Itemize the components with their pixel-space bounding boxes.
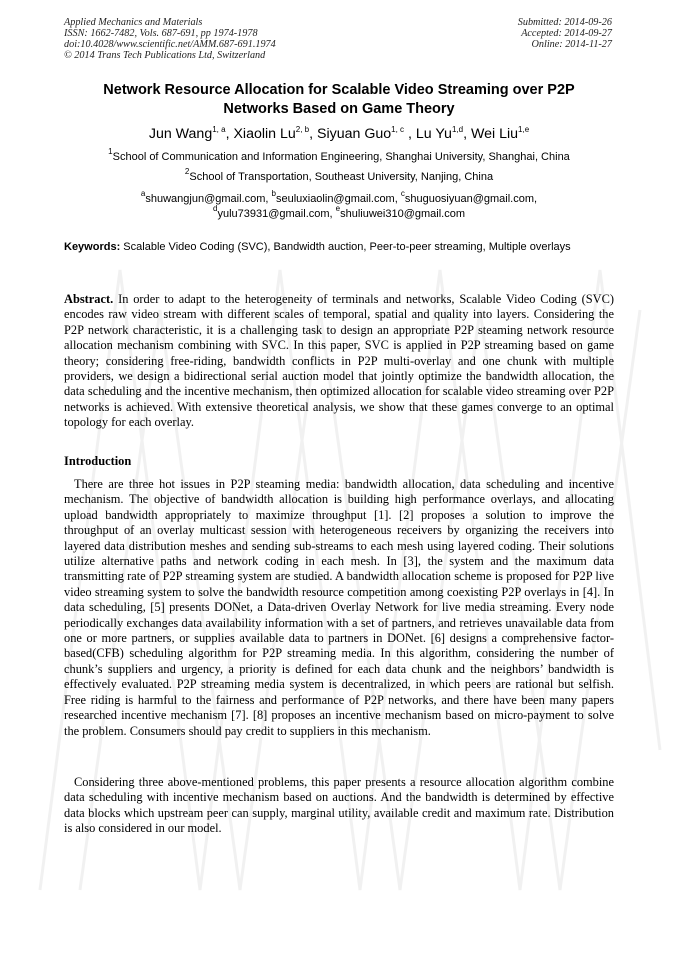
date-accepted: Accepted: 2014-09-27 — [521, 28, 612, 39]
email-address[interactable]: yulu73931@gmail.com, — [217, 208, 336, 220]
author-name: Lu Yu — [415, 126, 452, 142]
keywords-text: Scalable Video Coding (SVC), Bandwidth auction, Peer-to-peer streaming, Multiple overlays — [120, 241, 571, 253]
abstract-block — [64, 292, 614, 431]
email-address[interactable]: seuluxiaolin@gmail.com, — [275, 193, 401, 205]
author-separator: , — [404, 126, 416, 142]
email-address[interactable]: shuwangjun@gmail.com, — [145, 193, 272, 205]
email-mark: e — [335, 204, 341, 213]
journal-info — [64, 17, 276, 61]
journal-name: Applied Mechanics and Materials — [64, 17, 203, 28]
author-affil-mark: 1,d — [451, 125, 464, 134]
affiliation-2 — [40, 167, 638, 184]
keywords-block — [64, 240, 614, 255]
author-affil-mark: 1, c — [391, 125, 405, 134]
email-mark: c — [400, 189, 405, 198]
email-address[interactable]: shuguosiyuan@gmail.com, — [404, 193, 538, 205]
title-line-1: Network Resource Allocation for Scalable Video Streaming over P2P — [103, 82, 575, 98]
author-separator: , — [225, 126, 234, 142]
author-emails — [40, 189, 638, 222]
journal-doi: doi:10.4028/www.scientific.net/AMM.687-691.1974 — [64, 39, 276, 50]
author-list — [40, 125, 638, 143]
journal-issn: ISSN: 1662-7482, Vols. 687-691, pp 1974-1978 — [64, 28, 258, 39]
author-affil-mark: 1,e — [518, 125, 530, 134]
section-heading-introduction: Introduction — [64, 454, 132, 468]
keywords-label: Keywords: — [64, 241, 121, 253]
email-mark: a — [140, 189, 146, 198]
email-mark: b — [271, 189, 276, 198]
author-name: Xiaolin Lu — [233, 126, 296, 142]
date-submitted: Submitted: 2014-09-26 — [517, 17, 612, 28]
affiliation-text: School of Transportation, Southeast University, Nanjing, China — [189, 171, 494, 183]
email-mark: d — [213, 204, 218, 213]
author-separator: , — [309, 126, 318, 142]
affiliation-1 — [40, 147, 638, 164]
author-affil-mark: 2, b — [295, 125, 310, 134]
affiliation-mark: 2 — [184, 167, 190, 176]
abstract-label: Abstract. — [64, 292, 114, 306]
introduction-paragraph-1: There are three hot issues in P2P steaming media: bandwidth allocation, data scheduling and incentive mechanism. The objective of bandwidth allocation is building high performance overlays, and allocating upload bandwidth appropriately to maximize throughput [1]. [2] proposes a solution to improve the throughput of an overlay multicast session with heterogeneous receivers by organizing the receivers into layered data distribution meshes and sending sub-streams to each mesh using layered coding. Their solutions utilize alternative paths and network coding in each mesh. In [3], the system and the maximum data transmitting rate of P2P streaming system are studied. A bandwidth allocation scheme is proposed for P2P live video streaming system to solve the bandwidth resource competition among coexisting P2P overlays in [4]. In data scheduling, [5] presents DONet, a Data-driven Overlay Network for live media streaming. Every node periodically exchanges data availability information with a set of partners, and retrieves unavailable data from one or more partners, or supplies available data to partners in DONet. [6] designs a comprehensive factor-based(CFB) scheduling algorithm for P2P streaming media. In this algorithm, considering the number of chunk’s suppliers and urgency, a priority is defined for each data chunk and the neighbors’ bandwidth is effectively evaluated. P2P streaming media system is decentralized, in which peers are rational but selfish. Free riding is harmful to the fairness and performance of P2P networks, and there have been many papers researched incentive mechanism [7]. [8] proposes an incentive mechanism based on micro-payment to solve the problem. Consumers should pay credit to suppliers in this mechanism. — [64, 477, 614, 738]
author-name: Siyuan Guo — [317, 126, 392, 142]
paper-title — [40, 81, 638, 119]
abstract-text: In order to adapt to the heterogeneity of terminals and networks, Scalable Video Coding (SVC) encodes raw video stream with different scales of temporal, spatial and quality into layers. Considering the P2P network characteristic, it is a challenging task to design an appropriate P2P steaming network resource allocation mechanism combining with SVC. In this paper, SVC is applied in P2P streaming based on game theory; considering free-riding, bandwidth conflicts in P2P multi-overlay and one chunk with multiple providers, we design a bidirectional serial auction model that jointly optimize the bandwidth allocation, the data scheduling and the incentive mechanism, then optimized allocation for scalable video streaming over P2P networks is achieved. With extensive theoretical analysis, we show that these games converge to an optimal topology for each overlay. — [64, 292, 614, 430]
author-name: Jun Wang — [148, 126, 213, 142]
journal-copyright: © 2014 Trans Tech Publications Ltd, Switzerland — [64, 50, 266, 61]
date-online: Online: 2014-11-27 — [531, 39, 612, 50]
introduction-paragraph-2: Considering three above-mentioned problems, this paper presents a resource allocation algorithm combine data scheduling with incentive mechanism based on auctions. And the bandwidth is determined by effective data blocks which upstream peer can supply, marginal utility, available credit and maximum rate. Distribution is also considered in our model. — [64, 775, 614, 836]
publication-dates — [518, 17, 612, 50]
title-line-2: Networks Based on Game Theory — [223, 101, 455, 117]
author-name: Wei Liu — [470, 126, 519, 142]
email-address[interactable]: shuliuwei310@gmail.com — [340, 208, 465, 220]
affiliation-mark: 1 — [108, 147, 113, 156]
author-affil-mark: 1, a — [212, 125, 226, 134]
author-separator: , — [463, 126, 471, 142]
affiliation-text: School of Communication and Information Engineering, Shanghai University, Shanghai, China — [112, 151, 570, 163]
